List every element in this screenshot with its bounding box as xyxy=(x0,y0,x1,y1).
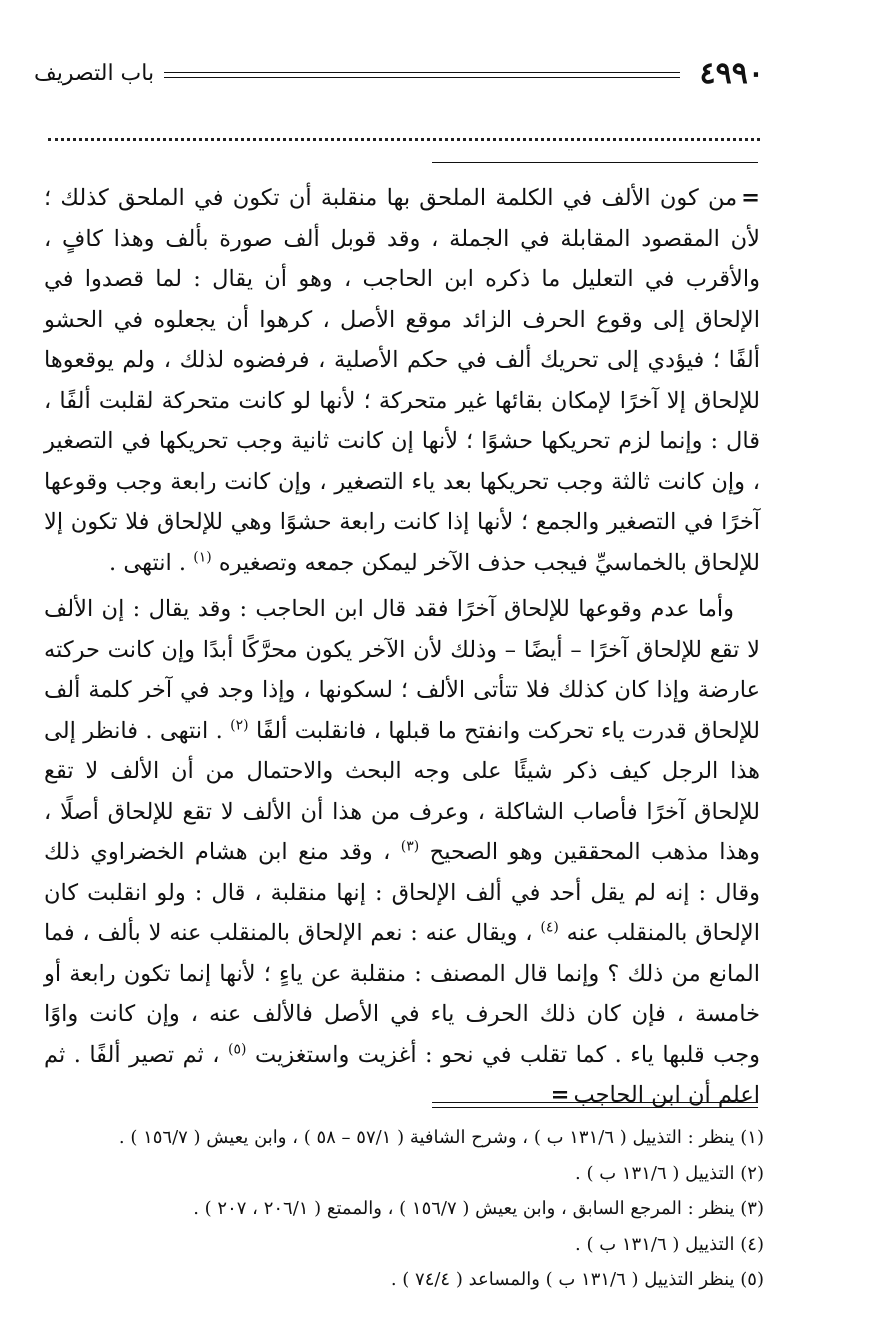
running-header xyxy=(34,56,764,96)
footnote-ref-2: (٢) xyxy=(230,717,249,733)
running-title: باب التصريف xyxy=(34,61,155,86)
paragraph-1-text: من كون الألف في الكلمة الملحق بها منقلبة أن تكون في الملحق كذلك ؛ لأن المقصود المقابلة في الجملة ، وقد قوبل ألف صورة بألف وهذا كافٍ ، والأقرب في التعليل ما ذكره ابن الحاجب ، وهو أن يقال : لما قصدوا في الإلحاق إلى وقوع الحرف الزائد موقع الأصل ، كرهوا أن يجعلوه في الحشو ألفًا ؛ فيؤدي إلى تحريك ألف في حكم الأصلية ، فرفضوه لذلك ، ولم يوقعوها للإلحاق إلا آخرًا لإمكان بقائها غير متحركة ؛ لأنها لو كانت متحركة لقلبت ألفًا ، قال : وإنما لزم تحريكها حشوًا ؛ لأنها إن كانت ثانية وجب تحريكها في التصغير ، وإن كانت ثالثة وجب تحريكها بعد ياء التصغير ، وإن كانت رابعة وجب وقوعها آخرًا في التصغير والجمع ؛ لأنها إذا كانت رابعة حشوًا وهي للإلحاق فلا تكون إلا للإلحاق بالخماسيِّ فيجب حذف الآخر ليمكن جمعه وتصغيره xyxy=(44,185,760,576)
header-double-rule xyxy=(164,72,680,78)
footnote-3: (٣) ينظر : المرجع السابق ، وابن يعيش ( ١٥٦/٧ ) ، والممتع ( ٢٠٦/١ ، ٢٠٧ ) . xyxy=(193,1198,764,1219)
paragraph-2-part-4: ، ويقال عنه : نعم الإلحاق بالمنقلب عنه لا بألف ، فما المانع من ذلك ؟ وإنما قال المصنف : منقلبة عن ياءٍ ؛ لأنها إنما تكون رابعة أو خامسة ، فإن كان ذلك الحرف ياء في الأصل فالألف عنه ، وإن كانت واوًا وجب قلبها ياء . كما تقلب في نحو : أغزيت واستغزيت xyxy=(44,920,760,1068)
paragraph-2 xyxy=(44,589,760,1116)
page-number: ٤٩٩٠ xyxy=(699,56,764,91)
paragraph-1 xyxy=(44,178,760,583)
footnote-ref-3: (٣) xyxy=(400,838,420,855)
footnote-1: (١) ينظر : التذييل ( ١٣١/٦ ب ) ، وشرح الشافية ( ٥٧/١ – ٥٨ ) ، وابن يعيش ( ١٥٦/٧ ) . xyxy=(118,1127,764,1148)
continuation-mark-end: = xyxy=(550,1082,570,1108)
footnote-4: (٤) التذييل ( ١٣١/٦ ب ) . xyxy=(575,1233,764,1255)
dotted-separator xyxy=(48,138,760,145)
paragraph-1-tail: . انتهى . xyxy=(109,549,194,576)
footnote-ref-4: (٤) xyxy=(540,919,559,936)
paragraph-2-part-3: ، وقد منع ابن هشام الخضراوي ذلك وقال : إنه لم يقل أحد في ألف الإلحاق : إنها منقلبة ، قال : ولو انقلبت كان الإلحاق بالمنقلب عنه xyxy=(44,839,760,946)
footnote-2: (٢) التذييل ( ١٣١/٦ ب ) . xyxy=(575,1162,764,1184)
paragraph-2-part-2: . انتهى . فانظر إلى هذا الرجل كيف ذكر شيئًا على وجه البحث والاحتمال من أن الألف لا تقع للإلحاق آخرًا فأصاب الشاكلة ، وعرف من هذا أن الألف لا تقع للإلحاق أصلًا ، وهذا مذهب المحققين وهو الصحيح xyxy=(44,717,761,865)
footnote-ref-1: (١) xyxy=(193,549,212,565)
footnote-ref-5: (٥) xyxy=(228,1041,247,1057)
paragraph-2-part-5: ، ثم تصير ألفًا . ثم اعلم أن ابن الحاجب xyxy=(44,1041,760,1108)
continuation-mark-start: = xyxy=(741,185,760,211)
footnotes xyxy=(60,1120,764,1298)
paragraph-2-text: وأما عدم وقوعها للإلحاق آخرًا فقد قال ابن الحاجب : وقد يقال : إن الألف لا تقع للإلحاق آخرًا – أيضًا – وذلك لأن الآخر يكون محرَّكًا أبدًا وإن كانت حركته عارضة وإذا كان كذلك فلا تتأتى الألف ؛ لسكونها ، وإذا وجد في آخر كلمة ألف للإلحاق قدرت ياء تحركت وانفتح ما قبلها ، فانقلبت ألفًا xyxy=(44,596,760,744)
footnote-rule xyxy=(432,1102,758,1108)
main-text xyxy=(44,178,760,1116)
top-short-rule xyxy=(432,162,758,163)
footnote-5: (٥) ينظر التذييل ( ١٣١/٦ ب ) والمساعد ( ٧٤/٤ ) . xyxy=(390,1269,764,1290)
